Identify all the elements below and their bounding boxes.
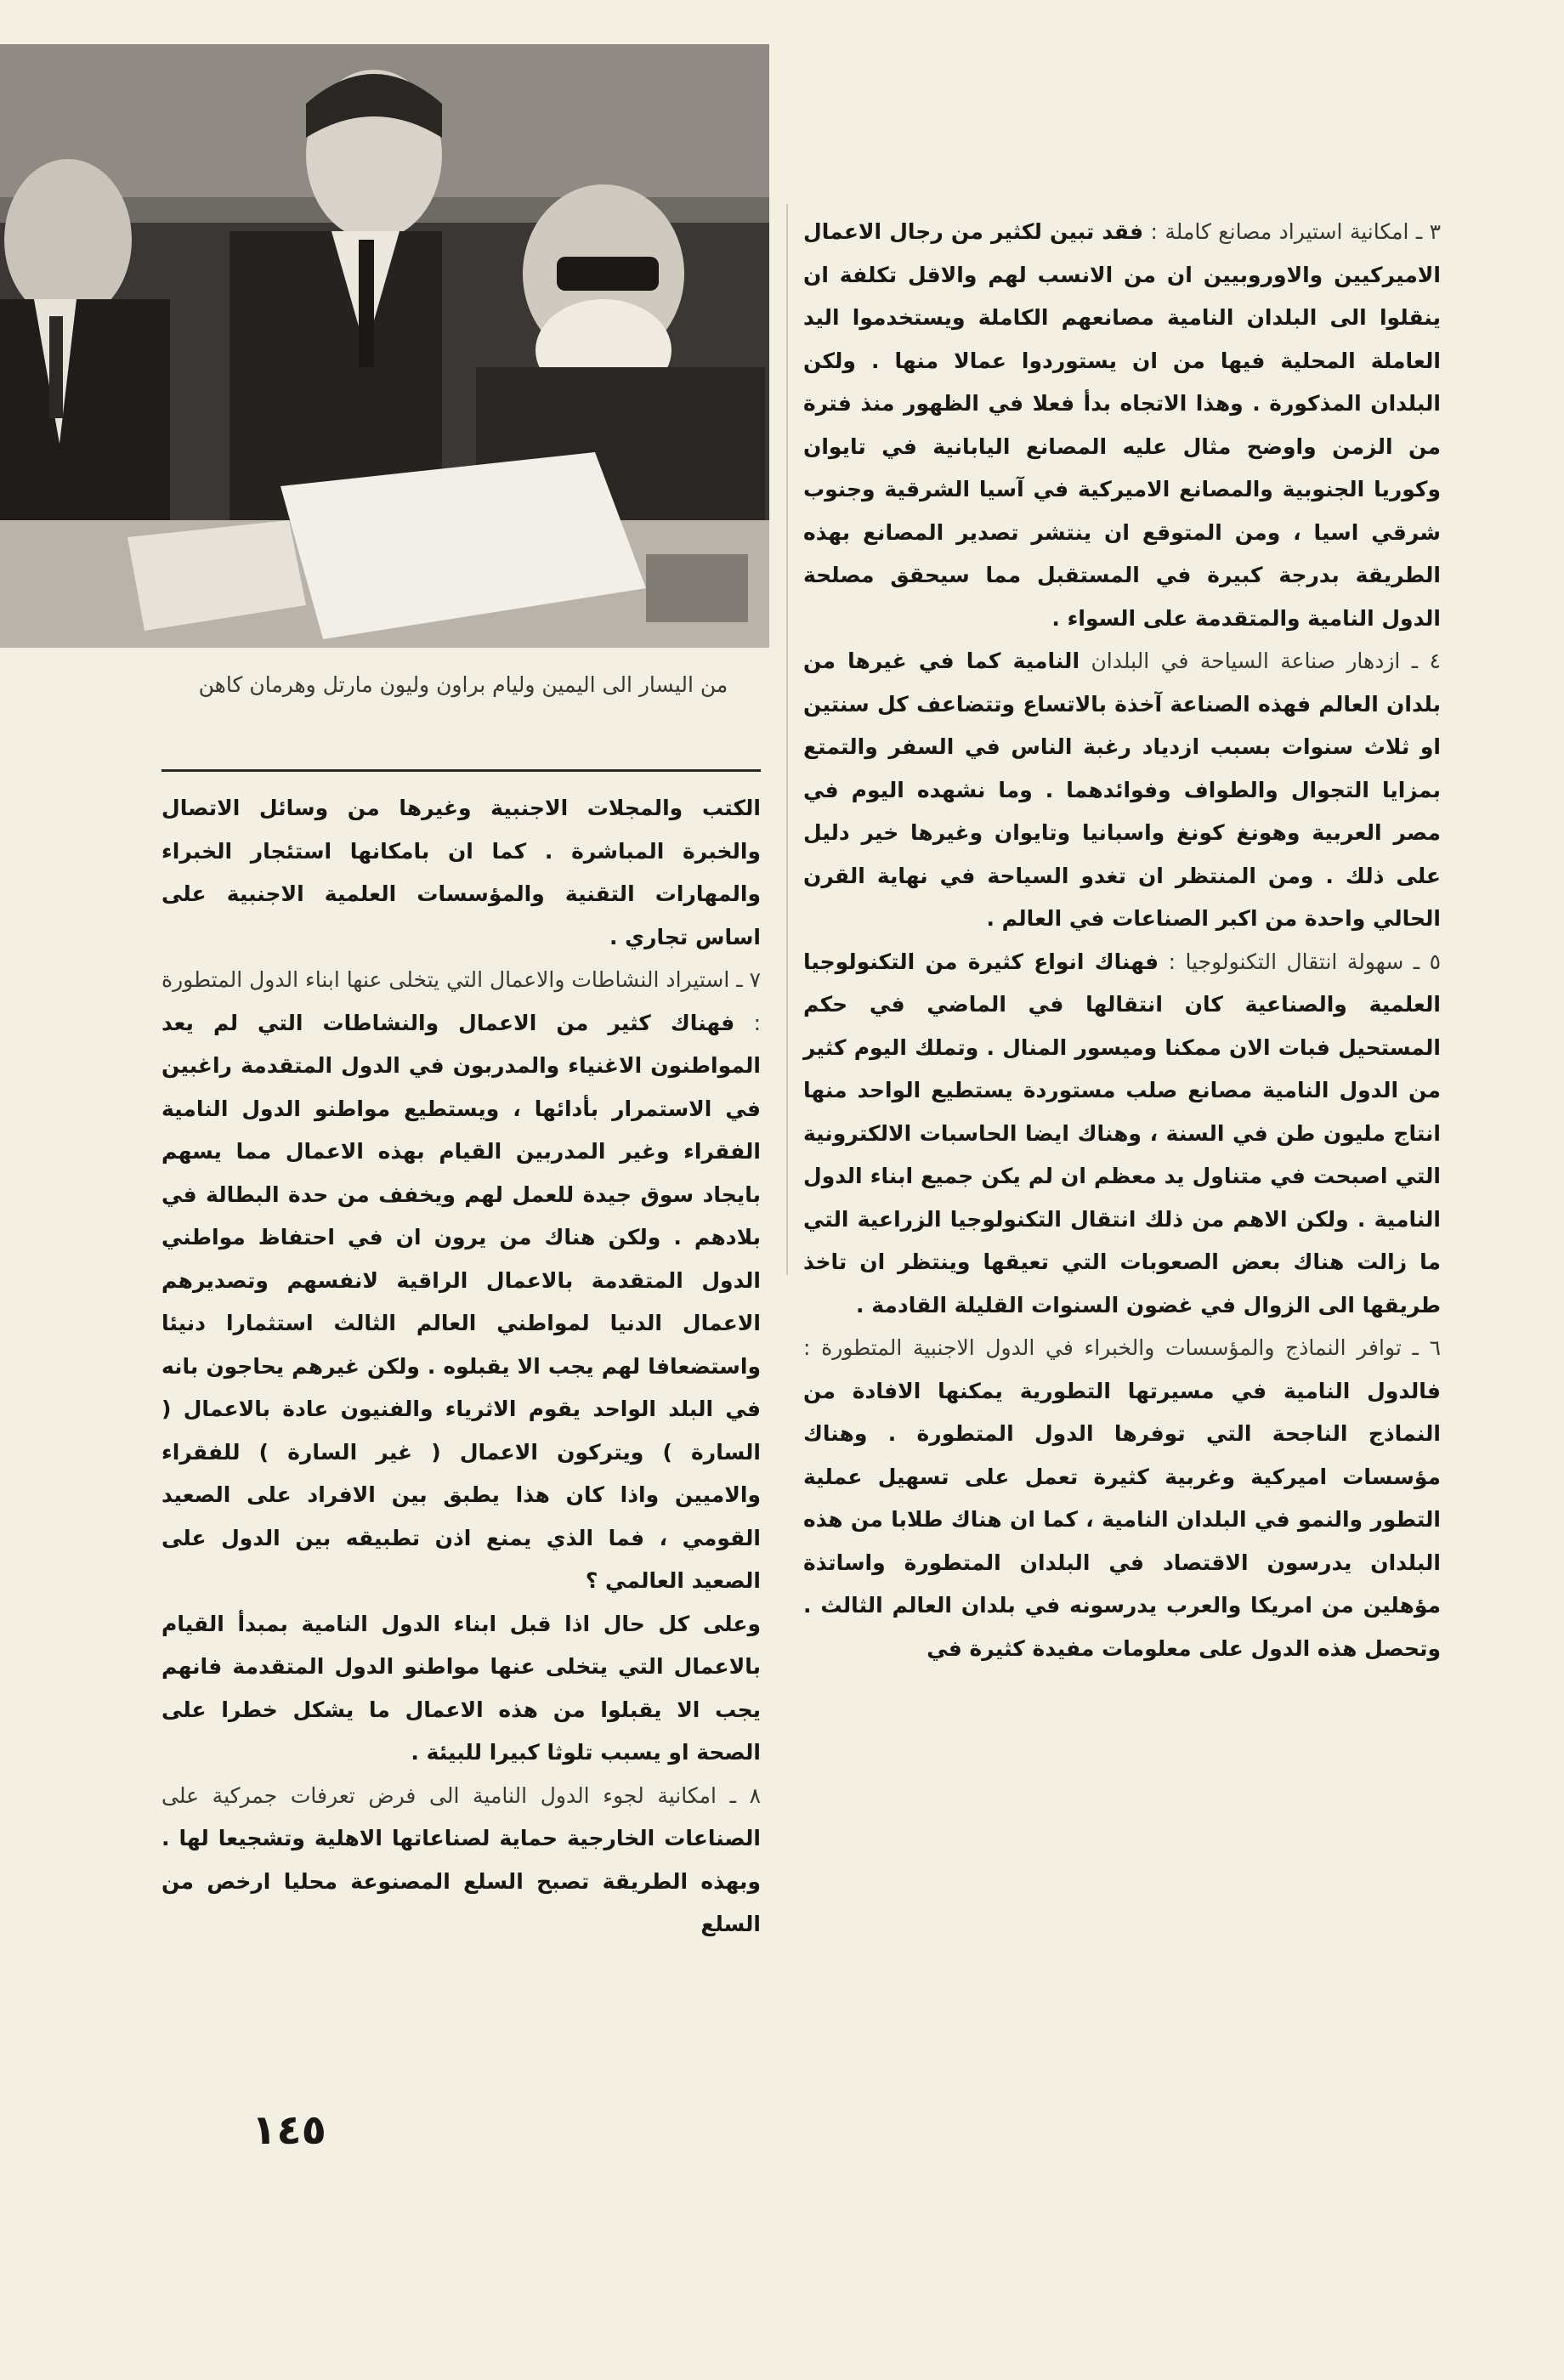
point-8-body: الصناعات الخارجية حماية لصناعاتها الاهلية وتشجيعا لها . وبهذه الطريقة تصبح السلع المصنوعة محليا ارخص من السلع: [162, 1826, 761, 1936]
point-6-body: فالدول النامية في مسيرتها التطورية يمكنها الافادة من النماذج الناجحة التي توفرها الدول المتطورة . وهناك مؤسسات اميركية وغربية كثيرة تعمل على تسهيل عملية التطور والنمو في البلدان النامية ، كما ان هناك طلابا من هذه البلدان يدرسون الاقتصاد في البلدان المتطورة واساتذة مؤهلين من امريكا والعرب يدرسونه في بلدان العالم الثالث . وتحصل هذه الدول على معلومات مفيدة كثيرة في: [803, 1378, 1441, 1661]
point-4-heading: ٤ ـ ازدهار صناعة السياحة في البلدان: [1080, 649, 1441, 673]
point-5-body: فهناك انواع كثيرة من التكنولوجيا العلمية والصناعية كان انتقالها في الماضي في حكم المستحيل فبات الان ممكنا وميسور المنال . وتملك اليوم كثير من الدول النامية مصانع صلب مستوردة يستطيع الواحد منها انتاج مليون طن في السنة ، وهناك ايضا الحاسبات الالكترونية التي اصبحت في متناول يد معظم ان لم يكن جميع ابناء الدول النامية . ولكن الاهم من ذلك انتقال التكنولوجيا الزراعية التي ما زالت هناك بعض الصعوبات التي تعيقها وينتظر ان تاخذ طريقها الى الزوال في غضون السنوات القليلة القادمة .: [803, 949, 1441, 1318]
point-6-heading: ٦ ـ توافر النماذج والمؤسسات والخبراء في الدول الاجنبية المتطورة :: [803, 1335, 1441, 1360]
point-3-heading: ٣ ـ امكانية استيراد مصانع كاملة :: [1143, 219, 1442, 244]
point-5-heading: ٥ ـ سهولة انتقال التكنولوجيا :: [1159, 949, 1441, 974]
conclusion-paragraph: وعلى كل حال اذا قبل ابناء الدول النامية بمبدأ القيام بالاعمال التي يتخلى عنها مواطنو الدول المتقدمة فانهم يجب الا يقبلوا من هذه الاعمال ما يشكل خطرا على الصحة او يسبب تلوثا كبيرا للبيئة .: [162, 1611, 761, 1765]
point-7-heading: ٧ ـ استيراد النشاطات والاعمال التي يتخلى عنها ابناء الدول المتطورة :: [162, 967, 761, 1035]
photograph-three-men: [0, 44, 769, 648]
point-3-body: فقد تبين لكثير من رجال الاعمال الاميركيين والاوروبيين ان من الانسب لهم والاقل تكلفة ان ينقلوا الى البلدان النامية مصانعهم الكاملة ويستخدموا اليد العاملة المحلية فيها من ان يستوردوا عمالا منها . ولكن البلدان المذكورة . وهذا الاتجاه بدأ فعلا في الظهور منذ فترة من الزمن واوضح مثال عليه المصانع اليابانية في تايوان وكوريا الجنوبية والمصانع الاميركية في آسيا الشرقية وجنوب شرقي اسيا ، ومن المتوقع ان ينتشر تصدير المصانع بهذه الطريقة بدرجة كبيرة في المستقبل مما سيحقق مصلحة الدول النامية والمتقدمة على السواء .: [803, 219, 1441, 631]
continuation-paragraph: الكتب والمجلات الاجنبية وغيرها من وسائل الاتصال والخبرة المباشرة . كما ان بامكانها استئجار الخبراء والمهارات التقنية والمؤسسات العلمية الاجنبية على اساس تجاري .: [162, 796, 761, 949]
photo-illustration: [0, 44, 769, 648]
column-divider: [786, 204, 788, 1275]
photo-caption: من اليسار الى اليمين وليام براون وليون مارتل وهرمان كاهن: [198, 672, 728, 697]
right-column: [803, 211, 1441, 1670]
left-column: [162, 787, 761, 1946]
point-4-body: النامية كما في غيرها من بلدان العالم فهذه الصناعة آخذة بالاتساع وتتضاعف كل سنتين او ثلاث سنوات بسبب ازدياد رغبة الناس في السفر والتمتع بمزايا التجوال والطواف وفوائدهما . وما نشهده اليوم في مصر العربية وهونغ كونغ واسبانيا وتايوان وغيرها خير دليل على ذلك . ومن المنتظر ان تغدو السياحة في نهاية القرن الحالي واحدة من اكبر الصناعات في العالم .: [803, 649, 1441, 931]
caption-divider: [162, 769, 761, 772]
point-7-body: فهناك كثير من الاعمال والنشاطات التي لم يعد المواطنون الاغنياء والمدربون في الدول المتقدمة راغبين في الاستمرار بأدائها ، ويستطيع مواطنو الدول النامية الفقراء وغير المدربين القيام بهذه الاعمال مما يسهم بايجاد سوق جيدة للعمل لهم ويخفف من حدة البطالة في بلادهم . ولكن هناك من يرون ان في احتفاظ مواطني الدول المتقدمة بالاعمال الراقية لانفسهم وتصديرهم الاعمال الدنيا لمواطني العالم الثالث استثمارا دنيئا واستضعافا لهم يجب الا يقبلوه . ولكن غيرهم يحاجون بانه في البلد الواحد يقوم الاثرياء والفنيون عادة بالاعمال ( السارة ) ويتركون الاعمال ( غير السارة ) للفقراء والاميين واذا كان هذا يطبق بين الافراد على الصعيد القومي ، فما الذي يمنع اذن تطبيقه بين الدول على الصعيد العالمي ؟: [162, 1010, 761, 1593]
point-8-heading: ٨ ـ امكانية لجوء الدول النامية الى فرض تعرفات جمركية على: [162, 1782, 761, 1808]
page-number: ١٤٥: [252, 2106, 326, 2154]
